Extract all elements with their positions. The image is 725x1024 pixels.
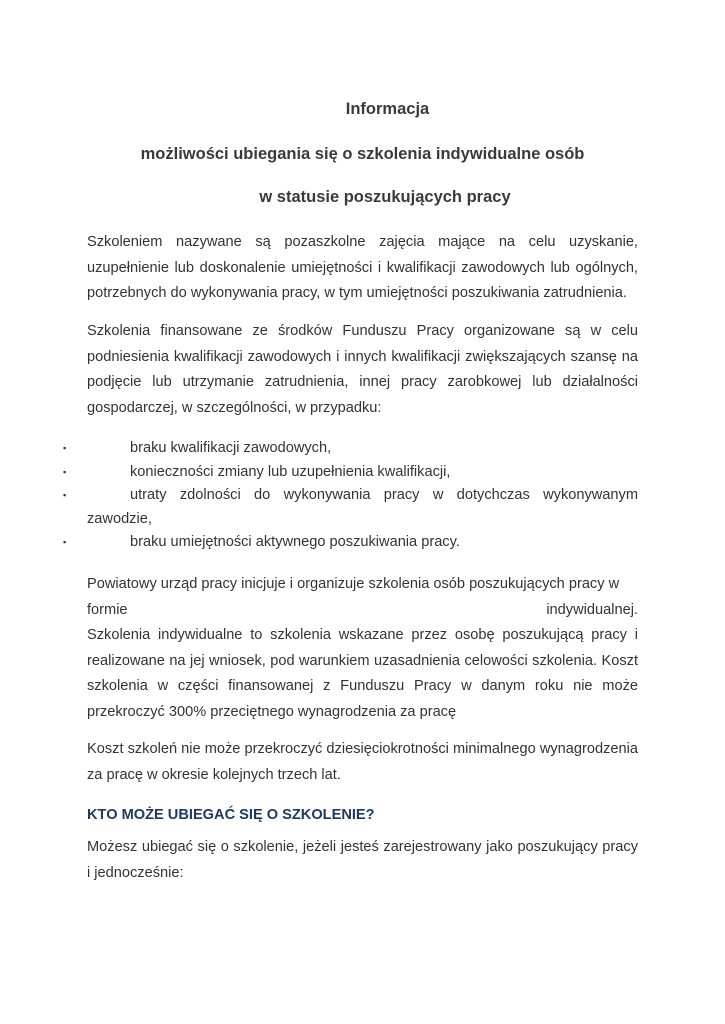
list-item bbox=[0, 484, 725, 531]
list-item-text: konieczności zmiany lub uzupełnienia kwalifikacji, bbox=[130, 463, 451, 480]
document-subtitle-line-2: w statusie poszukujących pracy bbox=[259, 188, 511, 206]
bullet-icon: ▪ bbox=[63, 537, 67, 547]
bullet-icon: ▪ bbox=[63, 443, 67, 453]
paragraph-office-initiative-line-2 bbox=[87, 598, 638, 624]
list-item-text: utraty zdolności do wykonywania pracy w dotychczas wykonywanym zawodzie, bbox=[87, 487, 638, 527]
document-subtitle-line-1: możliwości ubiegania się o szkolenia indywidualne osób bbox=[140, 145, 585, 163]
section-heading-eligibility: KTO MOŻE UBIEGAĆ SIĘ O SZKOLENIE? bbox=[87, 807, 375, 823]
list-item bbox=[0, 461, 725, 485]
paragraph-cost-limit: Koszt szkoleń nie może przekroczyć dziesięciokrotności minimalnego wynagrodzenia za pracę w okresie kolejnych trzech lat. bbox=[87, 741, 638, 783]
paragraph-office-initiative-line-1: Powiatowy urząd pracy inicjuje i organizuje szkolenia osób poszukujących pracy w bbox=[87, 576, 620, 592]
paragraph-word-right: indywidualnej. bbox=[546, 601, 638, 618]
bullet-icon: ▪ bbox=[63, 466, 67, 477]
paragraph-eligibility: Możesz ubiegać się o szkolenie, jeżeli jesteś zarejestrowany jako poszukujący pracy i jednocześnie: bbox=[87, 839, 638, 881]
paragraph-word-left: formie bbox=[87, 601, 128, 618]
list-item-text: braku kwalifikacji zawodowych, bbox=[130, 440, 332, 456]
document-title: Informacja bbox=[345, 100, 430, 118]
list-item bbox=[0, 437, 725, 461]
paragraph-individual-training: Szkolenia indywidualne to szkolenia wskazane przez osobę poszukującą pracy i realizowane na jej wniosek, pod warunkiem uzasadnienia celowości szkolenia. Koszt szkolenia w części finansowanej z Funduszu Pracy w danym roku nie może przekroczyć 300% przeciętnego wynagrodzenia za pracę bbox=[87, 627, 638, 720]
list-item bbox=[0, 531, 725, 555]
bullet-icon: ▪ bbox=[63, 490, 67, 500]
list-item-text: braku umiejętności aktywnego poszukiwania pracy. bbox=[130, 534, 460, 550]
paragraph-training-definition: Szkoleniem nazywane są pozaszkolne zajęcia mające na celu uzyskanie, uzupełnienie lub doskonalenie umiejętności i kwalifikacji zawodowych lub ogólnych, potrzebnych do wykonywania pracy, w tym umiejętności poszukiwania zatrudnienia. bbox=[87, 234, 638, 301]
case-list bbox=[0, 437, 725, 555]
paragraph-training-funding: Szkolenia finansowane ze środków Funduszu Pracy organizowane są w celu podniesienia kwalifikacji zawodowych i innych kwalifikacji zwiększających szansę na podjęcie lub utrzymanie zatrudnienia, innej pracy zarobkowej lub działalności gospodarczej, w szczególności, w przypadku: bbox=[87, 323, 638, 416]
